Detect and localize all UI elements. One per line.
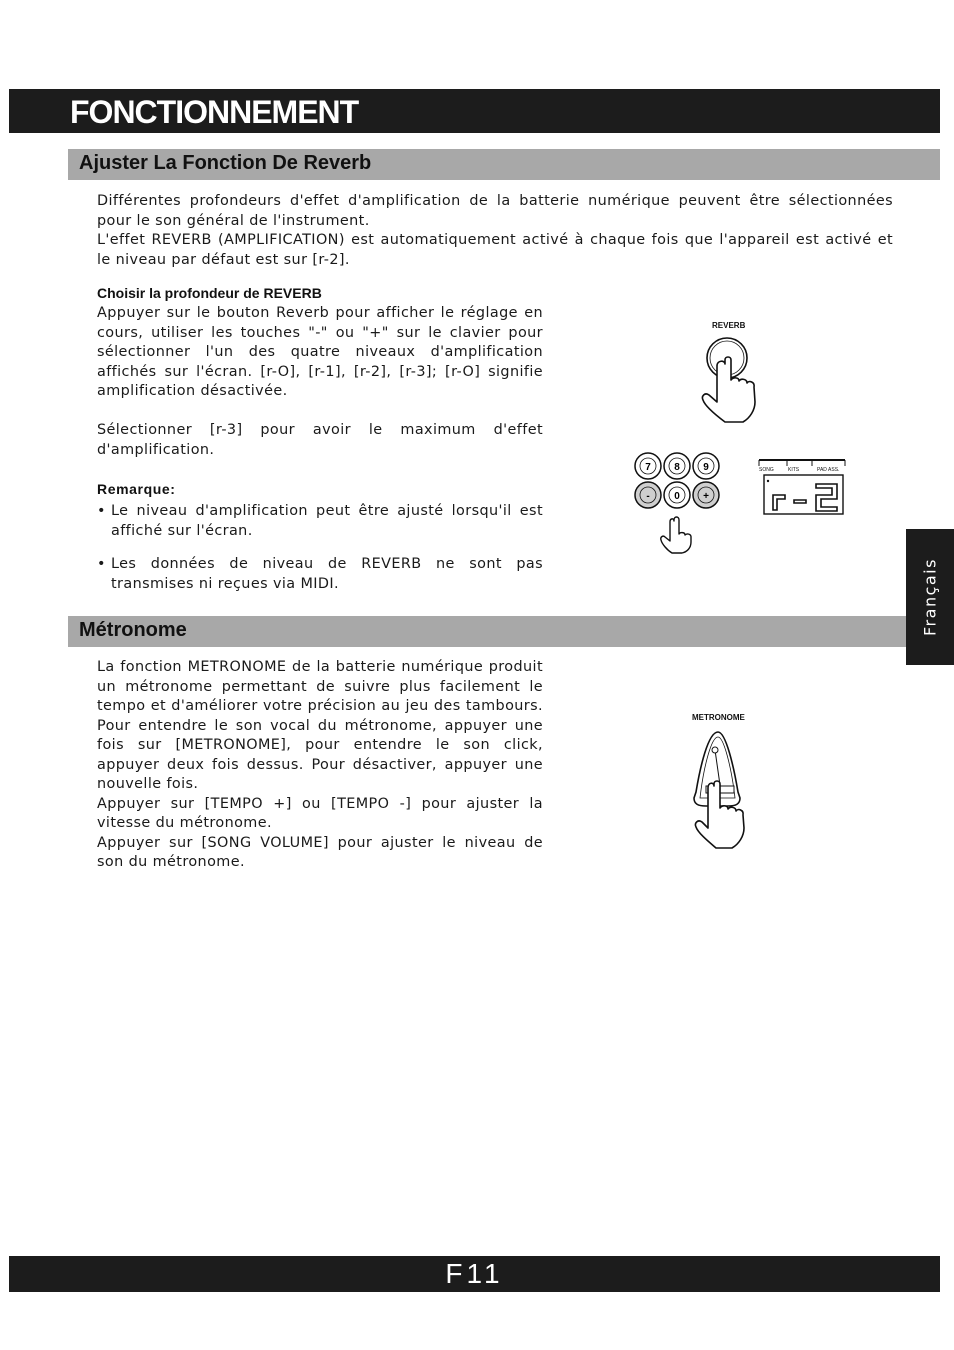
page-number: F11 bbox=[445, 1258, 504, 1289]
reverb-intro bbox=[97, 192, 893, 270]
metronome-button-label: METRONOME bbox=[692, 713, 745, 722]
language-side-tab bbox=[906, 529, 954, 665]
page-title: FONCTIONNEMENT bbox=[70, 94, 359, 130]
reverb-body-1-text: Appuyer sur le bouton Reverb pour afficher le réglage en cours, utiliser les touches "-" ou "+" sur le clavier pour sélectionner l'un des quatre niveaux d'amplification affichés sur l'écran. [r-O], [r-1], [r-2], [r-3]; [r-O] signifie amplification désactivée. bbox=[97, 305, 543, 399]
reverb-button-label: REVERB bbox=[712, 321, 746, 330]
language-label: Français bbox=[920, 558, 940, 636]
key-0-label: 0 bbox=[674, 491, 680, 502]
keypad bbox=[635, 453, 719, 508]
display-label-pad-ass: PAD ASS. bbox=[817, 467, 840, 473]
key-8 bbox=[664, 453, 690, 479]
display-label-song: SONG bbox=[759, 467, 774, 473]
key-9-label: 9 bbox=[703, 462, 709, 473]
key-8-label: 8 bbox=[674, 462, 680, 473]
metronome-body-3: Appuyer sur [SONG VOLUME] pour ajuster le niveau de son du métronome. bbox=[97, 834, 543, 870]
reverb-body-2-text: Sélectionner [r-3] pour avoir le maximum d'effet d'amplification. bbox=[97, 422, 543, 458]
reverb-note-2-text: Les données de niveau de REVERB ne sont pas transmises ni reçues via MIDI. bbox=[111, 556, 543, 592]
display-label-kits: KITS bbox=[788, 467, 800, 473]
bullet-icon: • bbox=[97, 503, 106, 519]
reverb-intro-1: Différentes profondeurs d'effet d'amplification de la batterie numérique peuvent être sélectionnées pour le son général de l'instrument. bbox=[97, 193, 893, 229]
metronome-body-2: Appuyer sur [TEMPO +] ou [TEMPO -] pour ajuster la vitesse du métronome. bbox=[97, 795, 543, 831]
key-0 bbox=[664, 482, 690, 508]
reverb-subheading: Choisir la profondeur de REVERB bbox=[97, 285, 322, 301]
key-minus bbox=[635, 482, 661, 508]
key-minus-label: - bbox=[646, 491, 650, 502]
reverb-note-2 bbox=[97, 555, 543, 594]
reverb-note-heading: Remarque: bbox=[97, 481, 176, 497]
key-plus bbox=[693, 482, 719, 508]
pointing-hand-icon bbox=[661, 517, 691, 553]
metronome-section-header bbox=[68, 616, 940, 647]
bullet-icon: • bbox=[97, 556, 106, 572]
metronome-heading: Métronome bbox=[79, 619, 187, 641]
key-9 bbox=[693, 453, 719, 479]
metronome-body bbox=[97, 658, 543, 873]
reverb-button-figure bbox=[695, 330, 765, 425]
metronome-body-1: La fonction METRONOME de la batterie numérique produit un métronome permettant de suivre plus facilement le tempo et d'améliorer votre précision au jeu des tambours. Pour entendre le son vocal du métronome, appuyer une fois sur [METRONOME], pour entendre le son click, appuyer deux fois dessus. Pour désactiver, appuyer une nouvelle fois. bbox=[97, 659, 543, 792]
footer-bar bbox=[9, 1256, 940, 1292]
key-7 bbox=[635, 453, 661, 479]
reverb-heading: Ajuster La Fonction De Reverb bbox=[79, 152, 372, 174]
key-plus-label: + bbox=[703, 491, 709, 502]
lcd-display-figure bbox=[757, 458, 847, 518]
title-bar bbox=[9, 89, 940, 133]
key-7-label: 7 bbox=[645, 462, 651, 473]
reverb-intro-2: L'effet REVERB (AMPLIFICATION) est automatiquement activé à chaque fois que l'appareil est activé et le niveau par défaut est sur [r-2]. bbox=[97, 232, 893, 268]
metronome-button-figure bbox=[688, 728, 763, 853]
reverb-body-1 bbox=[97, 304, 543, 402]
reverb-note-1 bbox=[97, 502, 543, 541]
keypad-figure bbox=[630, 450, 725, 555]
reverb-note-1-text: Le niveau d'amplification peut être ajusté lorsqu'il est affiché sur l'écran. bbox=[111, 503, 543, 539]
reverb-section-header bbox=[68, 149, 940, 180]
reverb-body-2 bbox=[97, 421, 543, 460]
